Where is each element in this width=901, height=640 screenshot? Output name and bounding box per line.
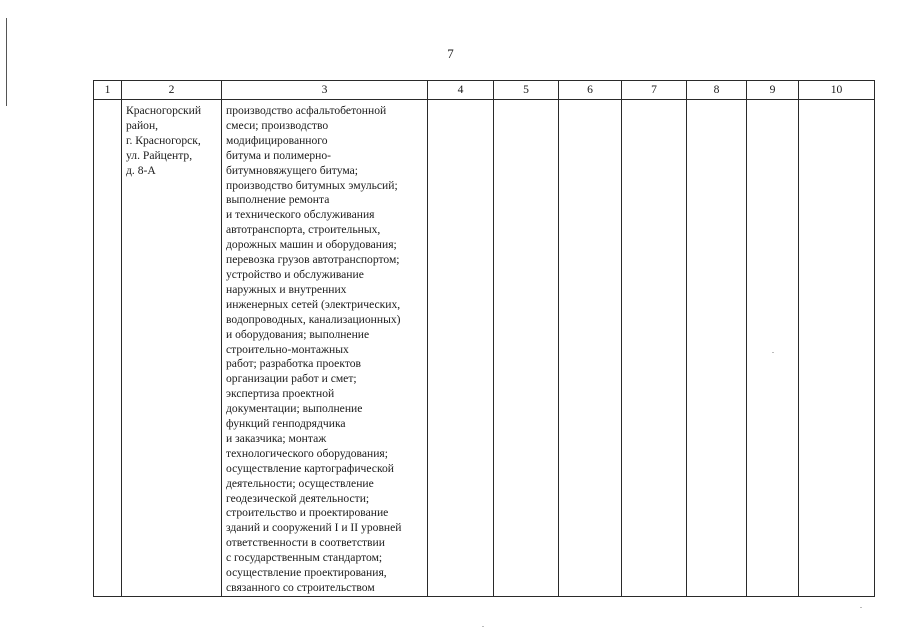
column-header-8: 8 xyxy=(687,81,747,100)
cell-col9 xyxy=(747,100,799,597)
column-header-3: 3 xyxy=(222,81,428,100)
scan-speck xyxy=(860,607,862,608)
column-header-4: 4 xyxy=(428,81,494,100)
margin-line xyxy=(6,18,7,106)
cell-col7 xyxy=(622,100,687,597)
table-header-row xyxy=(94,81,875,100)
column-header-10: 10 xyxy=(799,81,875,100)
cell-activities xyxy=(222,100,428,597)
page-number: 7 xyxy=(447,46,454,61)
scan-speck xyxy=(482,626,484,627)
table-row xyxy=(94,100,875,597)
cell-col5 xyxy=(494,100,559,597)
cell-address xyxy=(122,100,222,597)
scan-speck xyxy=(772,352,774,353)
address-text: Красногорский район, г. Красногорск, ул. Райцентр, д. 8-А xyxy=(126,104,202,177)
cell-col8 xyxy=(687,100,747,597)
column-header-7: 7 xyxy=(622,81,687,100)
cell-number xyxy=(94,100,122,597)
cell-col6 xyxy=(559,100,622,597)
column-header-6: 6 xyxy=(559,81,622,100)
cell-col10 xyxy=(799,100,875,597)
column-header-9: 9 xyxy=(747,81,799,100)
column-header-5: 5 xyxy=(494,81,559,100)
cell-col4 xyxy=(428,100,494,597)
column-header-1: 1 xyxy=(94,81,122,100)
activities-text: производство асфальтобетонной смеси; производство модифицированного битума и полимерно- битумновяжущего битума; производство битумных эмульсий; выполнение ремонта и технического обслуживания автотранспорта, строительных, дорожных машин и оборудования; перевозка грузов автотранспортом; устройство и обслуживание наружных и внутренних инженерных сетей (электрических, водопроводных, канализационных) и оборудования; выполнение строительно-монтажных работ; разработка проектов организации работ и смет; экспертиза проектной документации; выполнение функций генподрядчика и заказчика; монтаж технологического оборудования; осуществление картографической деятельности; осуществление геодезической деятельности; строительство и проектирование зданий и сооружений I и II уровней ответственности в соответствии с государственным стандартом; осуществление проектирования, связанного со строительством xyxy=(226,104,402,594)
registry-table xyxy=(93,80,875,597)
column-header-2: 2 xyxy=(122,81,222,100)
